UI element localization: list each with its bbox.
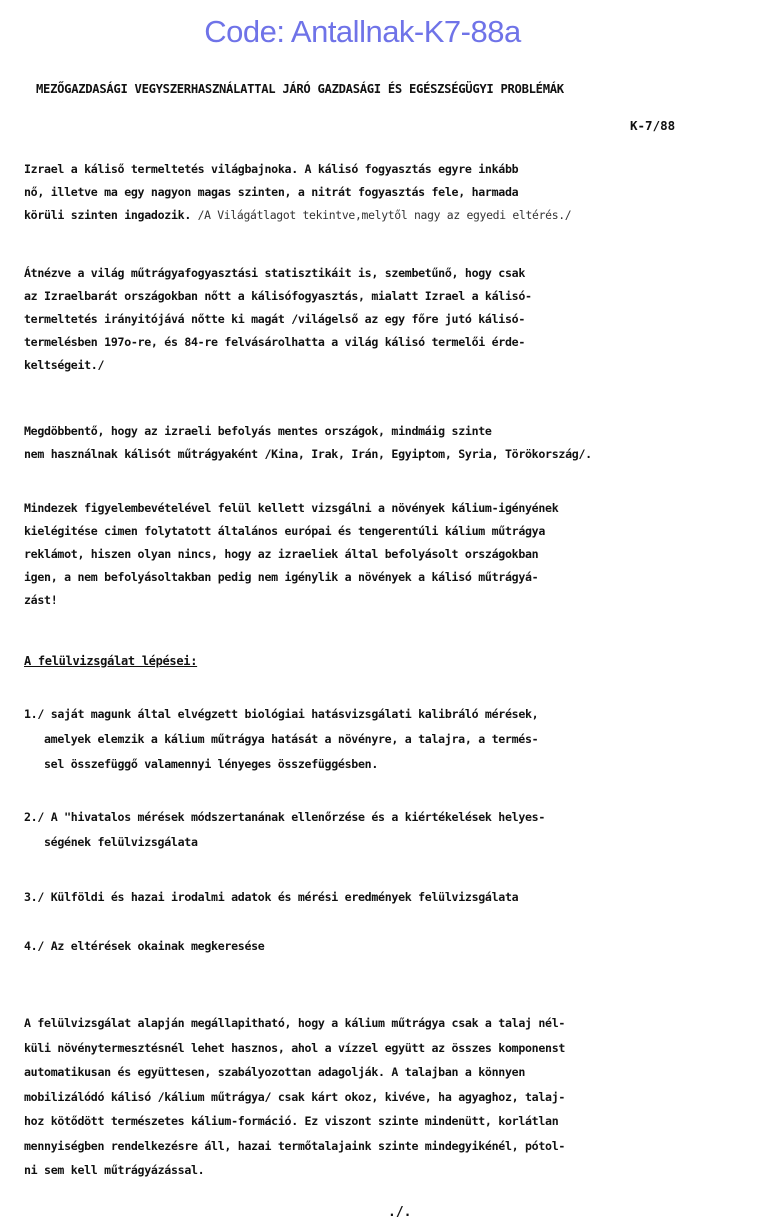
text-line: 3./ Külföldi és hazai irodalmi adatok és mérési eredmények felülvizsgálata: [24, 890, 519, 904]
review-step-1: [24, 702, 744, 777]
text-line: sel összefüggő valamennyi lényeges összefüggésben.: [44, 757, 379, 771]
page-continuation-mark: ./.: [388, 1205, 412, 1220]
text-line: Átnézve a világ műtrágyafogyasztási statisztikáit is, szembetűnő, hogy csak: [24, 266, 526, 280]
review-step-3: [24, 885, 744, 910]
text-line: ségének felülvizsgálata: [44, 835, 198, 849]
text-line: nő, illetve ma egy nagyon magas szinten, a nitrát fogyasztás fele, harmada: [24, 185, 519, 199]
paragraph-4: [24, 497, 744, 612]
typed-note: /A Világátlagot tekintve,melytől nagy az egyedi eltérés./: [191, 208, 572, 222]
paragraph-3: [24, 420, 744, 466]
text-segment: körüli szinten ingadozik.: [24, 208, 192, 222]
document-code-stamp: Code: Antallnak-K7-88a: [204, 14, 521, 49]
text-line: 1./ saját magunk által elvégzett biológiai hatásvizsgálati kalibráló mérések,: [24, 707, 539, 721]
document-title: MEZŐGAZDASÁGI VEGYSZERHASZNÁLATTAL JÁRÓ GAZDASÁGI ÉS EGÉSZSÉGÜGYI PROBLÉMÁK: [36, 82, 564, 96]
text-line: hoz kötődött természetes kálium-formáció. Ez viszont szinte mindenütt, korlátlan: [24, 1114, 559, 1128]
text-line: igen, a nem befolyásoltakban pedig nem igénylik a növények a kálisó műtrágyá-: [24, 570, 539, 584]
text-line: reklámot, hiszen olyan nincs, hogy az izraeliek által befolyásolt országokban: [24, 547, 539, 561]
text-line: [24, 204, 744, 227]
text-line: mennyiségben rendelkezésre áll, hazai termőtalajaink szinte mindegyikénél, pótol-: [24, 1138, 566, 1153]
text-line: ni sem kell műtrágyázással.: [24, 1163, 205, 1177]
text-line: mobilizálódó kálisó /kálium műtrágya/ csak kárt okoz, kivéve, ha agyaghoz, talaj-: [24, 1089, 566, 1104]
paragraph-2: [24, 262, 744, 377]
text-line: zást!: [24, 593, 58, 607]
document-reference: K-7/88: [630, 118, 676, 133]
review-step-4: [24, 934, 744, 959]
review-steps-heading: A felülvizsgálat lépései:: [24, 654, 198, 668]
text-line: kielégitése cimen folytatott általános európai és tengerentúli kálium műtrágya: [24, 524, 546, 538]
text-line: amelyek elemzik a kálium műtrágya hatását a növényre, a talajra, a termés-: [44, 732, 539, 746]
text-line: az Izraelbarát országokban nőtt a kálisófogyasztás, mialatt Izrael a kálisó-: [24, 289, 532, 303]
text-line: Izrael a káliső termeltetés világbajnoka. A kálisó fogyasztás egyre inkább: [24, 162, 519, 176]
conclusion-paragraph: [24, 1011, 744, 1183]
text-line: 4./ Az eltérések okainak megkeresése: [24, 939, 265, 953]
text-line: Megdöbbentő, hogy az izraeli befolyás mentes országok, mindmáig szinte: [24, 424, 492, 438]
text-line: automatikusan és együttesen, szabályozottan adagolják. A talajban a könnyen: [24, 1065, 526, 1079]
text-line: A felülvizsgálat alapján megállapitható, hogy a kálium műtrágya csak a talaj nél-: [24, 1016, 566, 1030]
review-step-2: [24, 805, 744, 855]
paragraph-1: [24, 158, 744, 227]
text-line: Mindezek figyelembevételével felül kellett vizsgálni a növények kálium-igényének: [24, 501, 559, 515]
text-line: termelésben 197o-re, és 84-re felvásárolhatta a világ kálisó termelői érde-: [24, 335, 526, 349]
text-line: keltségeit./: [24, 358, 105, 372]
text-line: termeltetés irányitójává nőtte ki magát /világelső az egy főre jutó kálisó-: [24, 312, 526, 326]
text-line: 2./ A "hivatalos mérések módszertanának ellenőrzése és a kiértékelések helyes-: [24, 810, 546, 824]
text-line: küli növénytermesztésnél lehet hasznos, ahol a vízzel együtt az összes komponenst: [24, 1040, 566, 1055]
text-line: nem használnak kálisót műtrágyaként /Kina, Irak, Irán, Egyiptom, Syria, Törökország/.: [24, 447, 592, 461]
